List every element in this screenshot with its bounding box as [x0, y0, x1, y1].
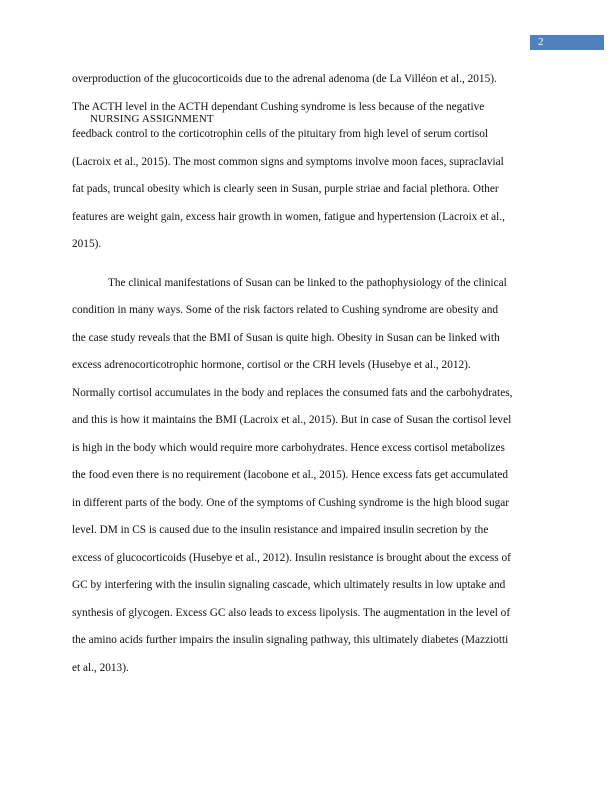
text-line: in different parts of the body. One of the symptoms of Cushing syndrome is the high blood sugar: [72, 497, 510, 509]
text-line: fat pads, truncal obesity which is clearly seen in Susan, purple striae and facial plethora. Other: [72, 183, 499, 195]
text-line: excess adrenocorticotrophic hormone, cortisol or the CRH levels (Husebye et al., 2012).: [72, 359, 471, 371]
text-line: overproduction of the glucocorticoids due to the adrenal adenoma (de La Villéon et al., 2015).: [72, 73, 497, 85]
text-line: feedback control to the corticotrophin cells of the pituitary from high level of serum cortisol: [72, 128, 488, 140]
running-head: NURSING ASSIGNMENT: [90, 113, 214, 125]
text-line: synthesis of glycogen. Excess GC also leads to excess lipolysis. The augmentation in the level of: [72, 607, 511, 619]
text-line: condition in many ways. Some of the risk factors related to Cushing syndrome are obesity and: [72, 304, 499, 316]
page-number: 2: [538, 36, 544, 48]
text-line: the case study reveals that the BMI of Susan is quite high. Obesity in Susan can be linked with: [72, 332, 500, 344]
text-line: et al., 2013).: [72, 662, 129, 674]
text-line: The clinical manifestations of Susan can be linked to the pathophysiology of the clinical: [108, 277, 507, 289]
text-line: the food even there is no requirement (Iacobone et al., 2015). Hence excess fats get accumulated: [72, 469, 509, 481]
text-line: the amino acids further impairs the insulin signaling pathway, this ultimately diabetes (Mazziotti: [72, 634, 509, 646]
text-line: is high in the body which would require more carbohydrates. Hence excess cortisol metabolizes: [72, 442, 505, 454]
text-line: excess of glucocorticoids (Husebye et al., 2012). Insulin resistance is brought about the excess of: [72, 552, 511, 564]
text-line: Normally cortisol accumulates in the body and replaces the consumed fats and the carbohydrates,: [72, 387, 513, 399]
text-line: level. DM in CS is caused due to the insulin resistance and impaired insulin secretion by the: [72, 524, 489, 536]
text-line: features are weight gain, excess hair growth in women, fatigue and hypertension (Lacroix et al.,: [72, 211, 505, 223]
text-line: (Lacroix et al., 2015). The most common signs and symptoms involve moon faces, supraclavial: [72, 156, 504, 168]
text-line: GC by interfering with the insulin signaling cascade, which ultimately results in low uptake and: [72, 579, 506, 591]
text-line: The ACTH level in the ACTH dependant Cushing syndrome is less because of the negative: [72, 101, 485, 113]
page-number-badge: [530, 35, 604, 50]
text-line: and this is how it maintains the BMI (Lacroix et al., 2015). But in case of Susan the cortisol level: [72, 414, 512, 426]
text-line: 2015).: [72, 238, 102, 250]
